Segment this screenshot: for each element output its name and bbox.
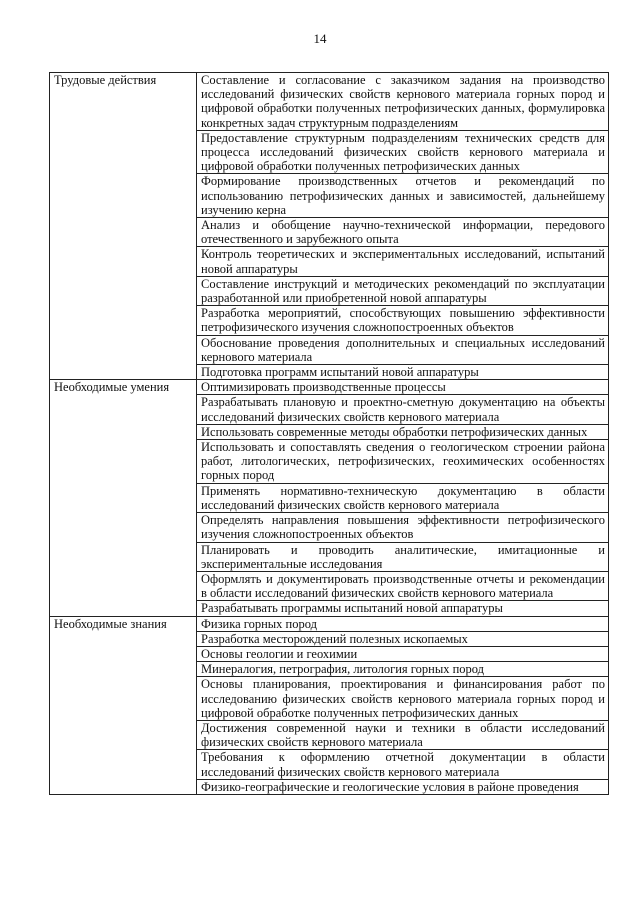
section-item: Предоставление структурным подразделениям технических средств для процесса исследований физических свойств кернового материала и цифровой обработки полученных петрофизических данных bbox=[197, 130, 609, 174]
section-item: Разработка месторождений полезных ископаемых bbox=[197, 631, 609, 646]
section-item: Подготовка программ испытаний новой аппаратуры bbox=[197, 365, 609, 380]
section-item: Разрабатывать плановую и проектно-сметную документацию на объекты исследований физических свойств кернового материала bbox=[197, 395, 609, 424]
section-item: Оформлять и документировать производственные отчеты и рекомендации в области исследований физических свойств кернового материала bbox=[197, 571, 609, 600]
section-item: Составление и согласование с заказчиком задания на производство исследований физических свойств кернового материала горных пород и цифровой обработки полученных петрофизических данных, формулировка конкретных задач структурным подразделениям bbox=[197, 73, 609, 131]
section-item: Требования к оформлению отчетной документации в области исследований физических свойств кернового материала bbox=[197, 750, 609, 779]
section-item: Контроль теоретических и экспериментальных исследований, испытаний новой аппаратуры bbox=[197, 247, 609, 276]
section-item: Достижения современной науки и техники в области исследований физических свойств кернового материала bbox=[197, 720, 609, 749]
section-item: Использовать и сопоставлять сведения о геологическом строении района работ, литологических, петрофизических, геохимических особенностях горных пород bbox=[197, 440, 609, 484]
section-item: Составление инструкций и методических рекомендаций по эксплуатации разработанной или приобретенной новой аппаратуры bbox=[197, 276, 609, 305]
requirements-table bbox=[49, 72, 609, 795]
section-label: Трудовые действия bbox=[50, 73, 197, 380]
section-item: Определять направления повышения эффективности петрофизического изучения сложнопостроенных объектов bbox=[197, 513, 609, 542]
section-item: Разработка мероприятий, способствующих повышению эффективности петрофизического изучения сложнопостроенных объектов bbox=[197, 306, 609, 335]
section-label: Необходимые знания bbox=[50, 616, 197, 794]
section-item: Анализ и обобщение научно-технической информации, передового отечественного и зарубежного опыта bbox=[197, 218, 609, 247]
section-item: Планировать и проводить аналитические, имитационные и экспериментальные исследования bbox=[197, 542, 609, 571]
section-item: Основы геологии и геохимии bbox=[197, 646, 609, 661]
section-item: Физико-географические и геологические условия в районе проведения bbox=[197, 779, 609, 794]
page-number: 14 bbox=[313, 31, 327, 46]
section-item: Оптимизировать производственные процессы bbox=[197, 380, 609, 395]
section-label: Необходимые умения bbox=[50, 380, 197, 616]
requirements-table-body bbox=[50, 73, 609, 795]
section-item: Формирование производственных отчетов и рекомендаций по использованию петрофизических данных и зависимостей, дальнейшему изучению керна bbox=[197, 174, 609, 218]
table-row bbox=[50, 73, 609, 131]
table-row bbox=[50, 616, 609, 631]
section-item: Основы планирования, проектирования и финансирования работ по исследованию физических свойств кернового материала горных пород и цифровой обработке полученных петрофизических данных bbox=[197, 677, 609, 721]
section-item: Обоснование проведения дополнительных и специальных исследований кернового материала bbox=[197, 335, 609, 364]
section-item: Физика горных пород bbox=[197, 616, 609, 631]
section-item: Применять нормативно-техническую документацию в области исследований физических свойств кернового материала bbox=[197, 483, 609, 512]
section-item: Использовать современные методы обработки петрофизических данных bbox=[197, 424, 609, 439]
section-item: Разрабатывать программы испытаний новой аппаратуры bbox=[197, 601, 609, 616]
table-row bbox=[50, 380, 609, 395]
section-item: Минералогия, петрография, литология горных пород bbox=[197, 662, 609, 677]
